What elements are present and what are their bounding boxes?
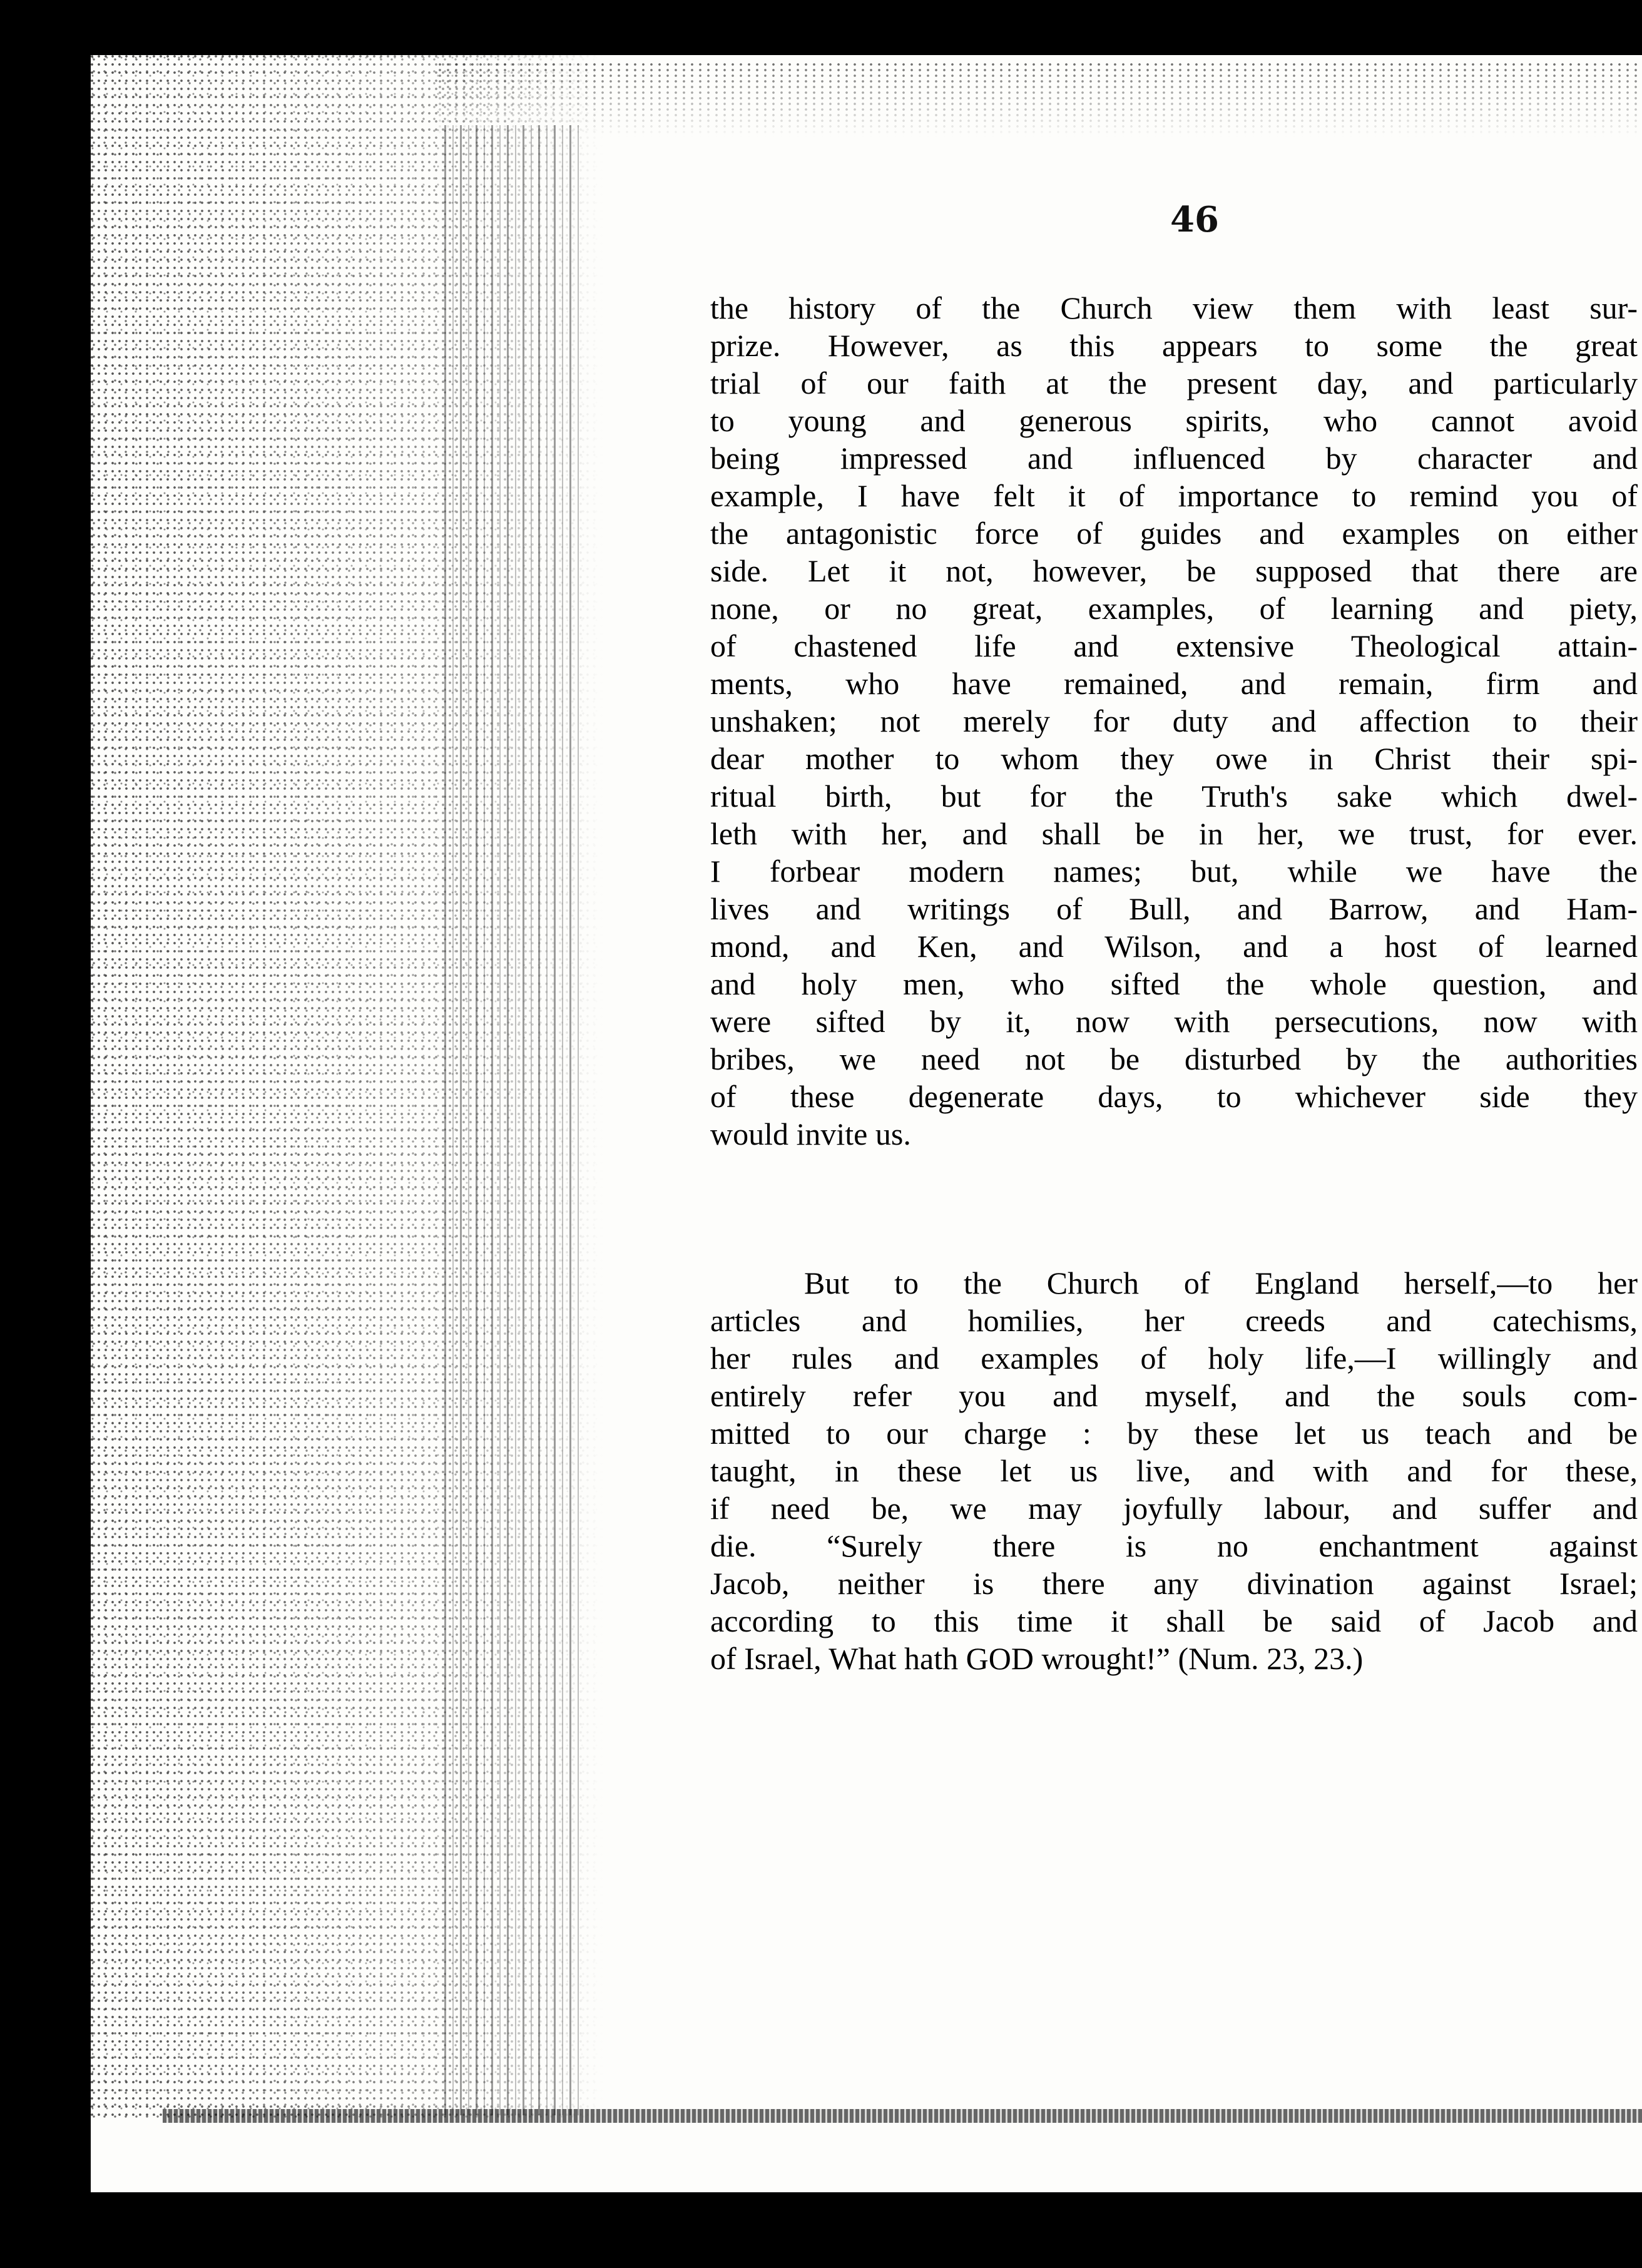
text-line: side. Let it not, however, be supposed that there are <box>710 553 1638 588</box>
text-line: the history of the Church view them with least sur- <box>710 290 1638 325</box>
text-line: entirely refer you and myself, and the souls com- <box>710 1378 1638 1413</box>
text-line: articles and homilies, her creeds and catechisms, <box>710 1303 1638 1338</box>
text-line: dear mother to whom they owe in Christ their spi- <box>710 741 1638 776</box>
text-line: die. “Surely there is no enchantment against <box>710 1528 1638 1563</box>
text-line: to young and generous spirits, who cannot avoid <box>710 403 1638 438</box>
text-line: Jacob, neither is there any divination against Israel; <box>710 1566 1638 1601</box>
text-line: lives and writings of Bull, and Barrow, and Ham- <box>710 891 1638 926</box>
text-line: taught, in these let us live, and with and for these, <box>710 1453 1638 1488</box>
text-line: mitted to our charge : by these let us teach and be <box>710 1416 1638 1451</box>
gutter-lines <box>438 125 582 2115</box>
text-line: of Israel, What hath GOD wrought!” (Num. 23, 23.) <box>710 1641 1364 1676</box>
text-line: would invite us. <box>710 1116 911 1152</box>
text-line: being impressed and influenced by character and <box>710 441 1638 476</box>
text-line: none, or no great, examples, of learning and piety, <box>710 591 1638 626</box>
text-line: of chastened life and extensive Theological attain- <box>710 628 1638 663</box>
text-line: prize. However, as this appears to some the great <box>710 328 1638 363</box>
text-line: unshaken; not merely for duty and affection to their <box>710 703 1638 738</box>
top-edge-noise <box>438 63 1642 138</box>
page-number: 46 <box>1170 199 1219 240</box>
text-line: leth with her, and shall be in her, we trust, for ever. <box>710 816 1638 851</box>
text-line: mond, and Ken, and Wilson, and a host of learned <box>710 929 1638 964</box>
text-line: bribes, we need not be disturbed by the authorities <box>710 1041 1638 1076</box>
paragraph-2 <box>710 1264 1638 1677</box>
text-line: and holy men, who sifted the whole question, and <box>710 966 1638 1001</box>
text-line: trial of our faith at the present day, and particularly <box>710 365 1638 401</box>
text-line: ritual birth, but for the Truth's sake which dwel- <box>710 779 1638 814</box>
text-line: were sifted by it, now with persecutions, now with <box>710 1004 1638 1039</box>
text-line: But to the Church of England herself,—to her <box>804 1265 1638 1300</box>
text-line: her rules and examples of holy life,—I willingly and <box>710 1341 1638 1376</box>
bottom-edge-rule <box>163 2109 1642 2123</box>
text-line: ments, who have remained, and remain, firm and <box>710 666 1638 701</box>
paragraph-1 <box>710 289 1638 1153</box>
text-line: example, I have felt it of importance to remind you of <box>710 478 1638 513</box>
text-line: of these degenerate days, to whichever side they <box>710 1079 1638 1114</box>
text-line: the antagonistic force of guides and examples on either <box>710 516 1638 551</box>
text-line: if need be, we may joyfully labour, and suffer and <box>710 1491 1638 1526</box>
text-line: I forbear modern names; but, while we have the <box>710 854 1638 889</box>
text-line: according to this time it shall be said of Jacob and <box>710 1603 1638 1638</box>
